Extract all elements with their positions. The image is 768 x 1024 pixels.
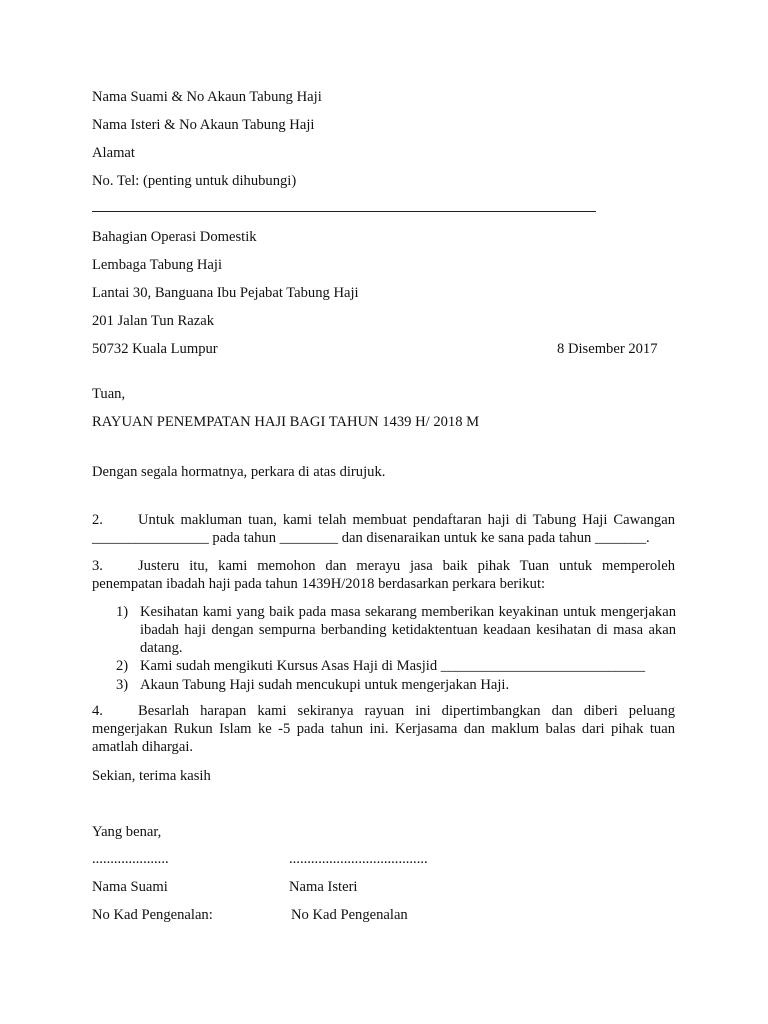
list-item <box>116 603 676 657</box>
sender-phone: No. Tel: (penting untuk dihubungi) <box>92 173 297 189</box>
paragraph-4-number: 4. <box>92 703 103 719</box>
wife-ic-label: No Kad Pengenalan <box>291 907 408 923</box>
recipient-line-1: Bahagian Operasi Domestik <box>92 229 257 245</box>
paragraph-4 <box>92 702 675 756</box>
list-item-text: Kami sudah mengikuti Kursus Asas Haji di Masjid ____________________________ <box>140 658 646 674</box>
recipient-line-4: 201 Jalan Tun Razak <box>92 313 215 329</box>
list-item-number: 1) <box>116 604 129 620</box>
recipient-line-5: 50732 Kuala Lumpur <box>92 341 218 357</box>
paragraph-3-number: 3. <box>92 558 103 574</box>
paragraph-2 <box>92 511 675 547</box>
list-item <box>116 676 676 694</box>
intro-paragraph: Dengan segala hormatnya, perkara di atas dirujuk. <box>92 464 386 480</box>
separator-line <box>92 211 596 212</box>
wife-signature-line: ...................................... <box>289 851 428 867</box>
closing-line: Sekian, terima kasih <box>92 768 211 784</box>
paragraph-3 <box>92 557 675 593</box>
subject-line: RAYUAN PENEMPATAN HAJI BAGI TAHUN 1439 H/ 2018 M <box>92 414 480 430</box>
wife-name-label: Nama Isteri <box>289 879 358 895</box>
yours-truly: Yang benar, <box>92 824 162 840</box>
paragraph-4-text: Besarlah harapan kami sekiranya rayuan ini dipertimbangkan dan diberi peluang mengerjakan Rukun Islam ke -5 pada tahun ini. Kerjasama dan maklum balas dari pihak tuan amatlah dihargai. <box>92 703 675 755</box>
sender-address: Alamat <box>92 145 135 161</box>
husband-ic-label: No Kad Pengenalan: <box>92 907 213 923</box>
paragraph-3-text: Justeru itu, kami memohon dan merayu jasa baik pihak Tuan untuk memperoleh penempatan ibadah haji pada tahun 1439H/2018 berdasarkan perkara berikut: <box>92 558 675 592</box>
list-item-number: 2) <box>116 658 129 674</box>
list-item-text: Akaun Tabung Haji sudah mencukupi untuk mengerjakan Haji. <box>140 677 510 693</box>
husband-name-label: Nama Suami <box>92 879 168 895</box>
salutation: Tuan, <box>92 386 126 402</box>
letter-date: 8 Disember 2017 <box>557 341 658 357</box>
sender-wife: Nama Isteri & No Akaun Tabung Haji <box>92 117 315 133</box>
sender-husband: Nama Suami & No Akaun Tabung Haji <box>92 89 322 105</box>
list-item-number: 3) <box>116 677 129 693</box>
list-item-text: Kesihatan kami yang baik pada masa sekarang memberikan keyakinan untuk mengerjakan ibadah haji dengan sempurna berbanding ketidaktentuan keadaan kesihatan di masa akan datang. <box>140 604 676 656</box>
list-item <box>116 657 676 675</box>
paragraph-2-text: Untuk makluman tuan, kami telah membuat pendaftaran haji di Tabung Haji Cawangan ________________ pada tahun ________ dan disenaraikan untuk ke sana pada tahun _______. <box>92 512 675 546</box>
recipient-line-3: Lantai 30, Banguana Ibu Pejabat Tabung Haji <box>92 285 359 301</box>
recipient-line-2: Lembaga Tabung Haji <box>92 257 223 273</box>
husband-signature-line: ..................... <box>92 851 169 867</box>
paragraph-2-number: 2. <box>92 512 103 528</box>
